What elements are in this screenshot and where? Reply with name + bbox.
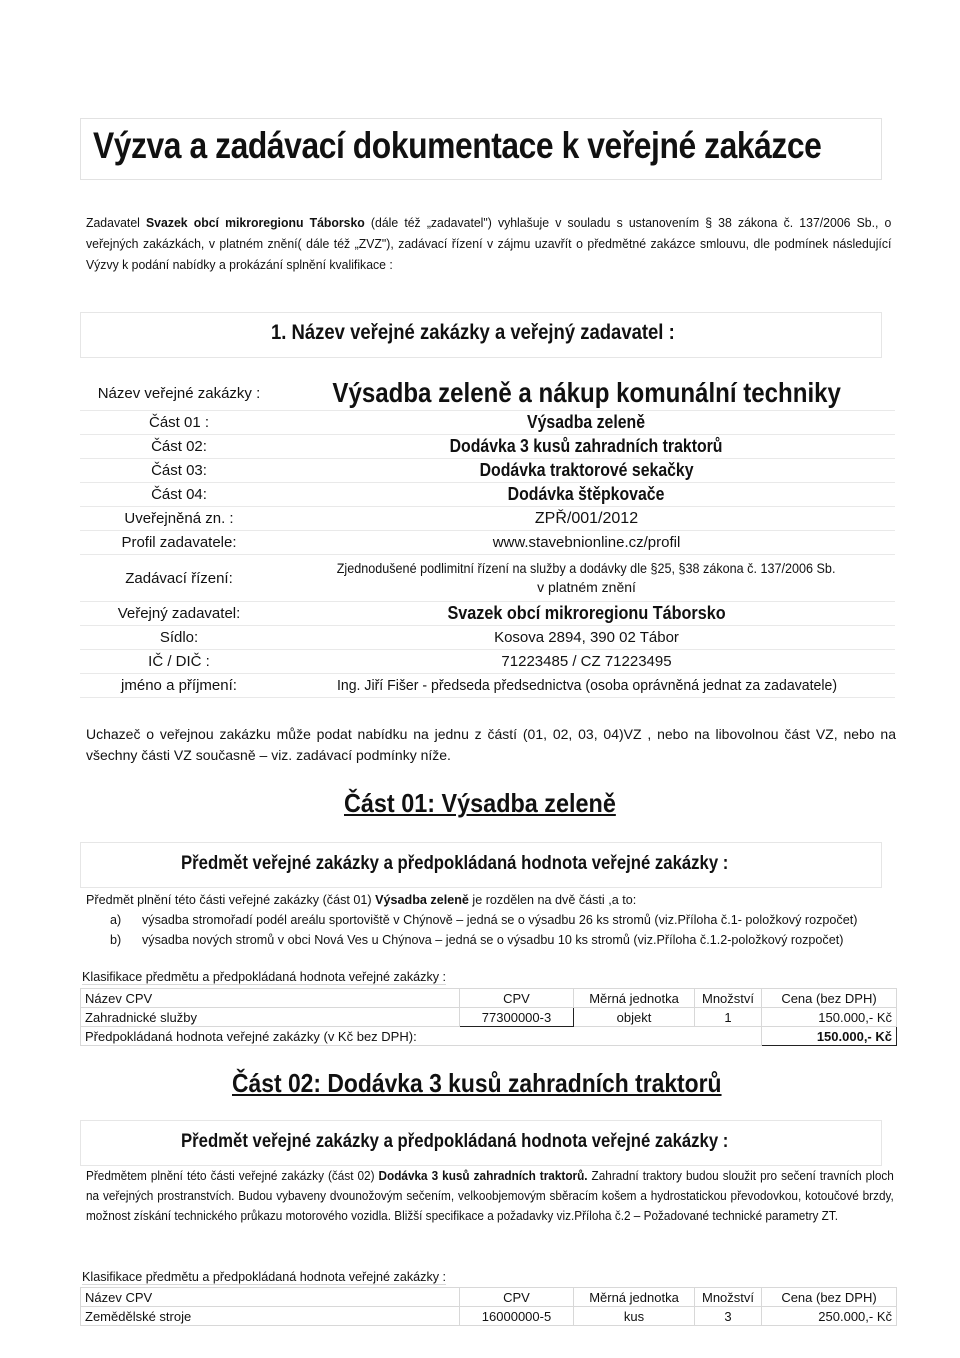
procedure-text-2: v platném znění — [537, 579, 636, 595]
list-marker: b) — [110, 933, 122, 947]
table-row — [80, 483, 895, 507]
contract-info-table — [80, 376, 895, 698]
cpv-header: Cena (bez DPH) — [762, 1288, 897, 1307]
table-row — [81, 1027, 897, 1046]
cpv-header: Cena (bez DPH) — [762, 989, 897, 1008]
part1-subject-box — [80, 842, 882, 888]
table-row — [81, 989, 897, 1008]
table-row — [80, 411, 895, 435]
list-item — [110, 933, 843, 947]
table-row — [80, 376, 895, 411]
list-text: výsadba stromořadí podél areálu sportoviště v Chýnově – jedná se o výsadbu 26 ks stromů (viz.Příloha č.1- položkový rozpočet) — [142, 913, 858, 927]
cpv-cell: Zahradnické služby — [81, 1008, 460, 1027]
cpv-cell: 1 — [695, 1008, 762, 1027]
part-name: Dodávka traktorové sekačky — [479, 460, 694, 480]
table-row — [80, 555, 895, 602]
part2-desc-a: Předmětem plnění této části veřejné zakázky (část 02) — [86, 1169, 379, 1183]
total-label: Předpokládaná hodnota veřejné zakázky (v Kč bez DPH): — [81, 1027, 762, 1046]
cpv-cell: 150.000,- Kč — [762, 1008, 897, 1027]
info-label: Profil zadavatele: — [80, 531, 278, 555]
cpv-header: Množství — [695, 989, 762, 1008]
part2-cpv-table — [80, 1287, 897, 1326]
info-label: Část 02: — [80, 435, 278, 459]
cpv-cell: objekt — [574, 1008, 695, 1027]
intro-org: Svazek obcí mikroregionu Táborsko — [145, 215, 365, 230]
part1-desc-a: Předmět plnění této části veřejné zakázky (část 01) — [86, 893, 376, 907]
authority-name: Svazek obcí mikroregionu Táborsko — [447, 603, 726, 623]
part2-desc-c: Zahradní traktory budou sloužit pro sečení travních ploch na veřejných prostranstvích. Budou vybaveny dvounožovým sečením, velkoobjemovým sběracím košem a hydrostatickou převodovkou, kotoučové brzdy, možnost získání technického průkazu motorového vozidla. Bližší specifikace a požadavky viz.Příloha č.2 – Požadované technické parametry ZT. — [86, 1169, 894, 1223]
part2-desc-b: Dodávka 3 kusů zahradních traktorů. — [378, 1169, 588, 1183]
table-row — [81, 1307, 897, 1326]
page-title: Výzva a zadávací dokumentace k veřejné zakázce — [93, 125, 822, 166]
intro-paragraph — [86, 212, 891, 275]
info-label: Uveřejněná zn. : — [80, 507, 278, 531]
intro-text-1: Zadavatel — [86, 215, 146, 230]
part1-desc-b: Výsadba zeleně — [375, 893, 469, 907]
part1-desc-c: je rozdělen na dvě části ,a to: — [468, 893, 637, 907]
procedure-text: Zjednodušené podlimitní řízení na služby a dodávky dle §25, §38 zákona č. 137/2006 Sb. — [337, 560, 836, 576]
info-label: Veřejný zadavatel: — [80, 602, 278, 626]
intro-text-2: (dále též „zadavatel") vyhlašuje v souladu s ustanovením § 38 zákona č. 137/2006 Sb., o veřejných zakázkách, v platném znění( dále též „ZVZ"), zadávací řízení v zájmu uzavřít o předmětné zakázce smlouvu, dle podmínek následující Výzvy k podání nabídky a prokázání splnění kvalifikace : — [86, 215, 892, 272]
info-value: ZPŘ/001/2012 — [278, 507, 895, 531]
title-box — [80, 118, 882, 180]
cpv-header: Název CPV — [81, 989, 460, 1008]
info-label: Část 03: — [80, 459, 278, 483]
cpv-cell: kus — [574, 1307, 695, 1326]
table-row — [80, 507, 895, 531]
info-label: Název veřejné zakázky : — [80, 376, 278, 411]
info-value: Ing. Jiří Fišer - předseda předsednictva (osoba oprávněná jednat za zadavatele) — [336, 677, 837, 694]
cpv-header: Název CPV — [81, 1288, 460, 1307]
table-row — [80, 435, 895, 459]
table-row — [80, 650, 895, 674]
info-value: 71223485 / CZ 71223495 — [278, 650, 895, 674]
part1-heading: Část 01: Výsadba zeleně — [344, 788, 616, 818]
part2-subheading: Předmět veřejné zakázky a předpokládaná hodnota veřejné zakázky : — [181, 1131, 729, 1152]
part2-classification-label: Klasifikace předmětu a předpokládaná hodnota veřejné zakázky : — [82, 1270, 447, 1284]
contract-name: Výsadba zeleně a nákup komunální techniky — [332, 377, 841, 408]
cpv-cell: 3 — [695, 1307, 762, 1326]
info-label: IČ / DIČ : — [80, 650, 278, 674]
table-row — [80, 674, 895, 698]
info-label: Část 04: — [80, 483, 278, 507]
cpv-header: Množství — [695, 1288, 762, 1307]
info-label: Sídlo: — [80, 626, 278, 650]
section1-title: 1. Název veřejné zakázky a veřejný zadavatel : — [271, 321, 675, 344]
list-text: výsadba nových stromů v obci Nová Ves u Chýnova – jedná se o výsadbu 10 ks stromů (viz.Příloha č.1.2-položkový rozpočet) — [142, 933, 844, 947]
info-label: jméno a příjmení: — [80, 674, 278, 698]
table-row — [80, 531, 895, 555]
table-row — [81, 1288, 897, 1307]
cpv-header: Měrná jednotka — [574, 1288, 695, 1307]
part-name: Dodávka štěpkovače — [508, 484, 665, 504]
cpv-header: CPV — [460, 1288, 574, 1307]
total-value: 150.000,- Kč — [762, 1027, 897, 1046]
table-row — [80, 459, 895, 483]
part1-cpv-table — [80, 988, 897, 1046]
section1-header — [80, 312, 882, 358]
cpv-cell: 77300000-3 — [460, 1008, 574, 1027]
part2-subject-box — [80, 1120, 882, 1166]
cpv-cell: 250.000,- Kč — [762, 1307, 897, 1326]
info-label: Část 01 : — [80, 411, 278, 435]
part2-heading: Část 02: Dodávka 3 kusů zahradních traktorů — [232, 1068, 722, 1098]
info-value: Kosova 2894, 390 02 Tábor — [278, 626, 895, 650]
part-name: Dodávka 3 kusů zahradních traktorů — [450, 436, 723, 456]
table-row — [81, 1008, 897, 1027]
list-item — [110, 913, 857, 927]
part2-description — [86, 1166, 894, 1226]
part-name: Výsadba zeleně — [527, 412, 646, 432]
part1-description — [86, 890, 896, 910]
table-row — [80, 602, 895, 626]
cpv-header: CPV — [460, 989, 574, 1008]
table-row — [80, 626, 895, 650]
list-marker: a) — [110, 913, 122, 927]
cpv-cell: Zemědělské stroje — [81, 1307, 460, 1326]
part1-subheading: Předmět veřejné zakázky a předpokládaná hodnota veřejné zakázky : — [181, 853, 729, 874]
info-label: Zadávací řízení: — [80, 555, 278, 602]
part1-classification-label: Klasifikace předmětu a předpokládaná hodnota veřejné zakázky : — [82, 970, 447, 984]
profile-link[interactable]: www.stavebnionline.cz/profil — [278, 531, 895, 555]
bidder-note: Uchazeč o veřejnou zakázku může podat nabídku na jednu z částí (01, 02, 03, 04)VZ , nebo na libovolnou část VZ, nebo na všechny části VZ současně – viz. zadávací podmínky níže. — [86, 726, 896, 763]
cpv-header: Měrná jednotka — [574, 989, 695, 1008]
cpv-cell: 16000000-5 — [460, 1307, 574, 1326]
